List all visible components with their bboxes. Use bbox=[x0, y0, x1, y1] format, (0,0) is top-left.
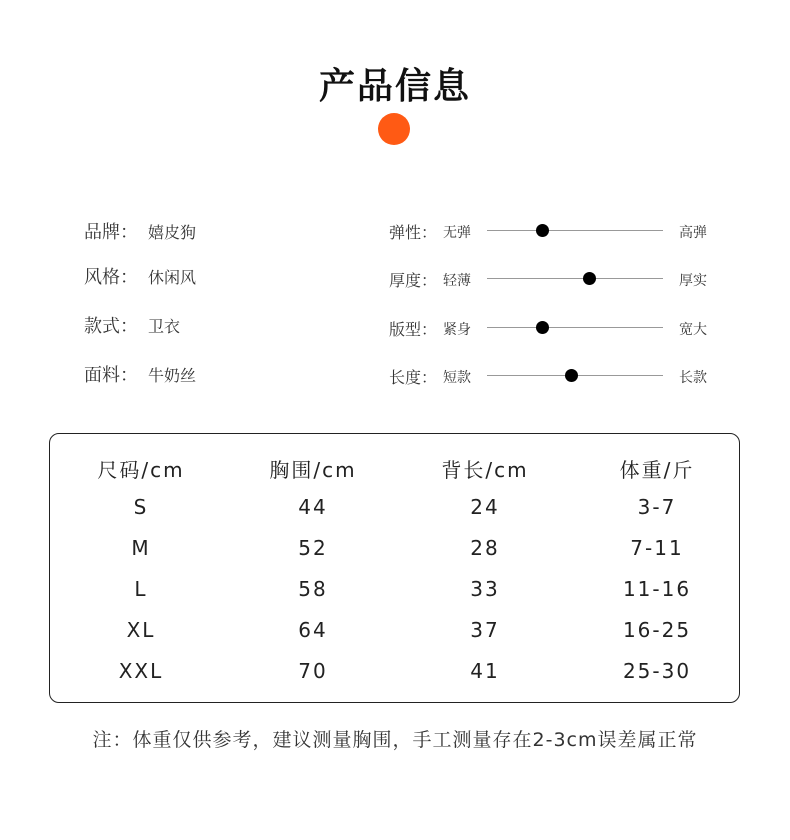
attribute-value: 嬉皮狗 bbox=[148, 222, 197, 242]
scale-track bbox=[487, 230, 663, 231]
scale-length bbox=[389, 363, 719, 387]
scale-track bbox=[487, 278, 663, 279]
weight-cell: 16-25 bbox=[622, 618, 692, 642]
scale-key: 弹性： bbox=[389, 223, 438, 242]
scale-min-label: 紧身 bbox=[443, 322, 471, 338]
back-length-cell: 28 bbox=[470, 536, 500, 560]
scale-min-label: 轻薄 bbox=[443, 273, 471, 289]
weight-cell: 3-7 bbox=[637, 495, 677, 519]
attribute-brand bbox=[84, 219, 196, 243]
size-cell: XL bbox=[126, 618, 156, 642]
scale-max-label: 厚实 bbox=[679, 273, 707, 289]
scale-knob bbox=[565, 369, 578, 382]
scale-min-label: 无弹 bbox=[443, 225, 471, 241]
weight-header: 体重/斤 bbox=[619, 458, 695, 482]
attribute-key: 品牌： bbox=[84, 222, 138, 243]
scale-track bbox=[487, 327, 663, 328]
attribute-key: 款式： bbox=[84, 316, 138, 337]
scale-max-label: 宽大 bbox=[679, 322, 707, 338]
scale-knob bbox=[536, 321, 549, 334]
scale-key: 厚度： bbox=[389, 271, 438, 290]
chest-header: 胸围/cm bbox=[269, 458, 357, 482]
attribute-type bbox=[84, 313, 180, 337]
measurement-note: 注：体重仅供参考，建议测量胸围，手工测量存在2-3cm误差属正常 bbox=[92, 729, 698, 751]
back-length-cell: 24 bbox=[470, 495, 500, 519]
chest-cell: 58 bbox=[298, 577, 328, 601]
scale-fit bbox=[389, 315, 719, 339]
scale-min-label: 短款 bbox=[443, 370, 471, 386]
attribute-value: 休闲风 bbox=[148, 267, 197, 287]
size-cell: XXL bbox=[118, 659, 164, 683]
attribute-fabric bbox=[84, 362, 196, 386]
back-length-header: 背长/cm bbox=[441, 458, 529, 482]
page-title: 产品信息 bbox=[318, 66, 471, 107]
scale-thickness bbox=[389, 266, 719, 290]
scale-knob bbox=[536, 224, 549, 237]
scale-elasticity bbox=[389, 218, 719, 242]
size-table bbox=[49, 433, 740, 703]
weight-cell: 25-30 bbox=[622, 659, 692, 683]
back-length-cell: 37 bbox=[470, 618, 500, 642]
attribute-value: 卫衣 bbox=[148, 316, 181, 336]
attribute-style bbox=[84, 264, 196, 288]
size-cell: M bbox=[131, 536, 151, 560]
scale-key: 长度： bbox=[389, 368, 438, 387]
scale-key: 版型： bbox=[389, 320, 438, 339]
size-header: 尺码/cm bbox=[97, 458, 185, 482]
size-cell: S bbox=[133, 495, 149, 519]
scale-knob bbox=[583, 272, 596, 285]
chest-cell: 52 bbox=[298, 536, 328, 560]
weight-cell: 7-11 bbox=[630, 536, 684, 560]
weight-cell: 11-16 bbox=[622, 577, 692, 601]
scale-max-label: 长款 bbox=[679, 370, 707, 386]
chest-cell: 64 bbox=[298, 618, 328, 642]
scale-max-label: 高弹 bbox=[679, 225, 707, 241]
accent-dot bbox=[378, 113, 410, 145]
chest-cell: 70 bbox=[298, 659, 328, 683]
attribute-value: 牛奶丝 bbox=[148, 365, 197, 385]
back-length-cell: 33 bbox=[470, 577, 500, 601]
chest-cell: 44 bbox=[298, 495, 328, 519]
back-length-cell: 41 bbox=[470, 659, 500, 683]
attribute-key: 面料： bbox=[84, 365, 138, 386]
size-cell: L bbox=[134, 577, 148, 601]
attribute-key: 风格： bbox=[84, 267, 138, 288]
